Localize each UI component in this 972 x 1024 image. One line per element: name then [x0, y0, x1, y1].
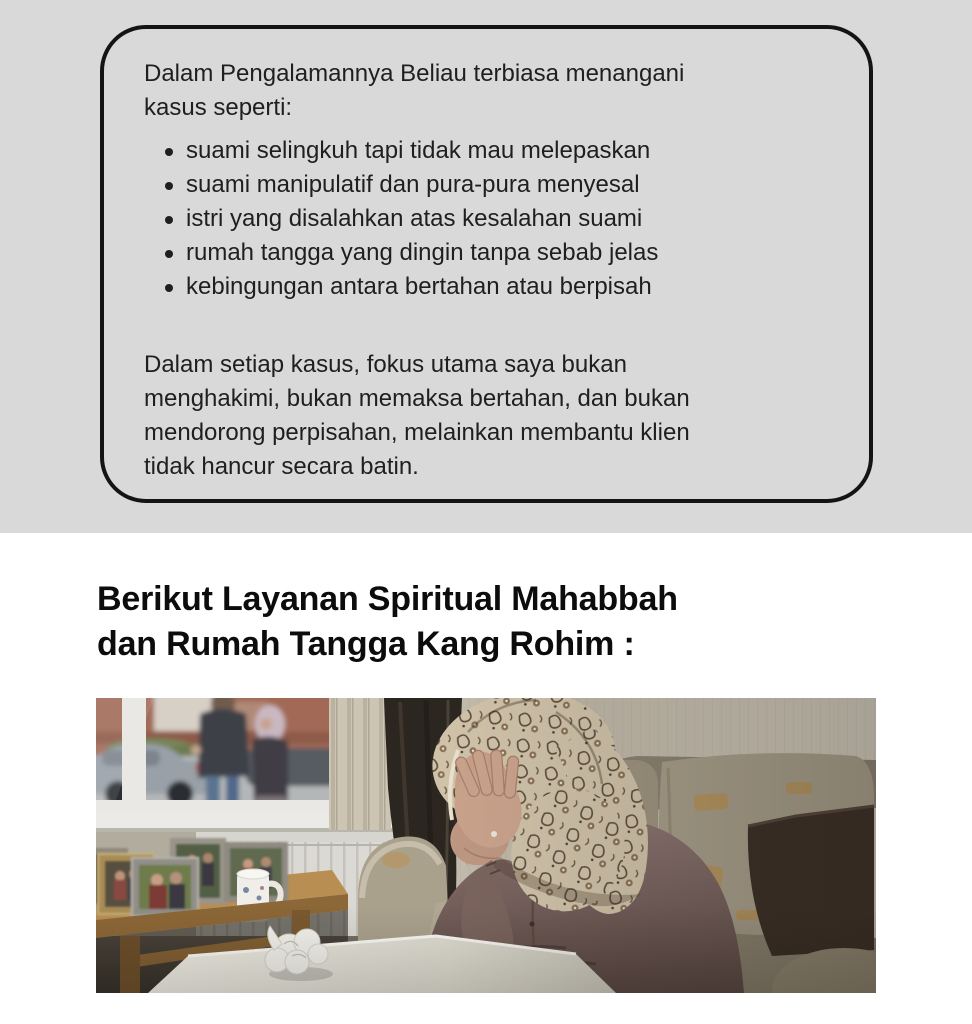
photo-illustration	[96, 698, 876, 993]
case-list-item: kebingungan antara bertahan atau berpisah	[144, 270, 835, 304]
case-list-item: suami selingkuh tapi tidak mau melepaskan	[144, 134, 835, 168]
case-list-item: rumah tangga yang dingin tanpa sebab jelas	[144, 236, 835, 270]
section-heading-line: dan Rumah Tangga Kang Rohim :	[97, 625, 635, 663]
card-summary-line: mendorong perpisahan, melainkan membantu klien	[144, 419, 690, 446]
case-list-item: istri yang disalahkan atas kesalahan suami	[144, 202, 835, 236]
section-heading	[97, 577, 678, 667]
card-intro	[144, 57, 835, 125]
card-summary-line: Dalam setiap kasus, fokus utama saya bukan	[144, 351, 627, 378]
card-summary-line: tidak hancur secara batin.	[144, 453, 419, 480]
photo-woman-crying	[96, 698, 876, 993]
card-summary	[144, 348, 835, 484]
experience-card	[100, 25, 873, 503]
case-list	[144, 134, 835, 304]
card-intro-line: kasus seperti:	[144, 94, 293, 121]
card-intro-line: Dalam Pengalamannya Beliau terbiasa menangani	[144, 60, 685, 87]
section-heading-line: Berikut Layanan Spiritual Mahabbah	[97, 580, 678, 618]
card-summary-line: menghakimi, bukan memaksa bertahan, dan bukan	[144, 385, 690, 412]
case-list-item: suami manipulatif dan pura-pura menyesal	[144, 168, 835, 202]
